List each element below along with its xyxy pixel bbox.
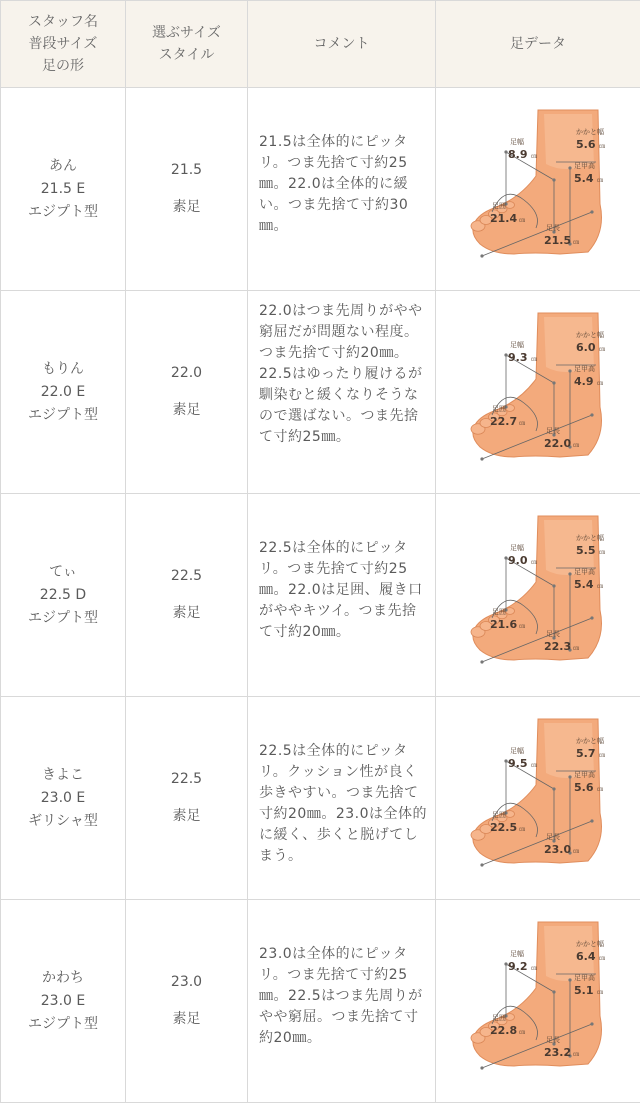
foot-diagram bbox=[464, 916, 612, 1086]
foot-shape: エジプト型 bbox=[28, 609, 98, 626]
comment-cell bbox=[248, 291, 436, 494]
unit-length: ㎝ bbox=[573, 442, 580, 449]
foot-data-cell bbox=[436, 494, 640, 697]
value-length: 23.0 bbox=[544, 843, 572, 856]
label-heel: かかと幅 bbox=[576, 128, 604, 136]
value-length: 21.5 bbox=[544, 234, 572, 247]
label-instep: 足甲高 bbox=[574, 771, 595, 779]
label-instep: 足甲高 bbox=[574, 568, 595, 576]
foot-diagram bbox=[464, 510, 612, 680]
unit-instep: ㎝ bbox=[597, 177, 604, 184]
header-size-line1: 選ぶサイズ bbox=[152, 25, 221, 41]
usual-size: 22.0 E bbox=[40, 383, 86, 400]
chosen-size: 23.0 bbox=[170, 974, 203, 990]
foot-data-cell bbox=[436, 900, 640, 1103]
table-row bbox=[1, 291, 640, 494]
value-width: 9.2 bbox=[508, 960, 528, 973]
label-length: 足長 bbox=[546, 224, 560, 232]
value-girth: 22.5 bbox=[490, 821, 518, 834]
size-cell bbox=[126, 697, 248, 900]
value-instep: 5.4 bbox=[574, 172, 594, 185]
chosen-size: 22.5 bbox=[170, 568, 203, 584]
value-width: 9.3 bbox=[508, 351, 528, 364]
unit-instep: ㎝ bbox=[597, 989, 604, 996]
foot-diagram bbox=[464, 104, 612, 274]
value-width: 9.0 bbox=[508, 554, 528, 567]
comment-cell bbox=[248, 697, 436, 900]
label-heel: かかと幅 bbox=[576, 331, 604, 339]
unit-instep: ㎝ bbox=[597, 380, 604, 387]
staff-cell bbox=[1, 88, 126, 291]
style-label: 素足 bbox=[172, 1011, 201, 1027]
chosen-size: 21.5 bbox=[170, 162, 203, 178]
chosen-size: 22.5 bbox=[170, 771, 203, 787]
header-size-line2: スタイル bbox=[158, 47, 215, 63]
comment-text: 22.5は全体的にピッタリ。つま先捨て寸約25㎜。22.0は足囲、履き口がややキツイ。つま先捨て寸約20㎜。 bbox=[259, 540, 423, 640]
foot-data-cell bbox=[436, 697, 640, 900]
label-length: 足長 bbox=[546, 630, 560, 638]
size-cell bbox=[126, 900, 248, 1103]
label-heel: かかと幅 bbox=[576, 737, 604, 745]
foot-diagram bbox=[464, 307, 612, 477]
unit-width: ㎝ bbox=[531, 762, 538, 769]
value-girth: 22.7 bbox=[490, 415, 518, 428]
unit-girth: ㎝ bbox=[519, 420, 526, 427]
value-girth: 21.4 bbox=[490, 212, 518, 225]
style-label: 素足 bbox=[172, 199, 201, 215]
unit-girth: ㎝ bbox=[519, 623, 526, 630]
comment-cell bbox=[248, 88, 436, 291]
comment-cell bbox=[248, 494, 436, 697]
staff-name: もりん bbox=[42, 360, 84, 377]
comment-text: 22.5は全体的にピッタリ。クッション性が良く歩きやすい。つま先捨て寸約20㎜。23.0は全体的に緩く、歩くと脱げてしまう。 bbox=[259, 743, 427, 864]
chosen-size: 22.0 bbox=[170, 365, 203, 381]
unit-heel: ㎝ bbox=[599, 955, 606, 962]
value-heel: 5.7 bbox=[576, 747, 596, 760]
header-staff-line3: 足の形 bbox=[42, 58, 84, 74]
comment-text: 22.0はつま先周りがやや窮屈だが問題ない程度。つま先捨て寸約20㎜。22.5はゆったり履けるが馴染むと緩くなりそうなので選ばない。つま先捨て寸約25㎜。 bbox=[259, 303, 423, 445]
staff-name: てぃ bbox=[49, 563, 77, 580]
unit-heel: ㎝ bbox=[599, 549, 606, 556]
usual-size: 23.0 E bbox=[40, 789, 86, 806]
unit-instep: ㎝ bbox=[597, 786, 604, 793]
label-length: 足長 bbox=[546, 833, 560, 841]
header-comment: コメント bbox=[248, 1, 436, 88]
unit-length: ㎝ bbox=[573, 239, 580, 246]
unit-width: ㎝ bbox=[531, 153, 538, 160]
style-label: 素足 bbox=[172, 402, 201, 418]
header-size bbox=[126, 1, 248, 88]
label-girth: 足囲 bbox=[492, 405, 506, 413]
value-width: 8.9 bbox=[508, 148, 528, 161]
usual-size: 21.5 E bbox=[40, 180, 86, 197]
staff-cell bbox=[1, 697, 126, 900]
comment-cell bbox=[248, 900, 436, 1103]
foot-shape: エジプト型 bbox=[28, 203, 98, 220]
label-instep: 足甲高 bbox=[574, 162, 595, 170]
value-instep: 4.9 bbox=[574, 375, 594, 388]
size-cell bbox=[126, 494, 248, 697]
label-width: 足幅 bbox=[510, 747, 524, 755]
label-heel: かかと幅 bbox=[576, 940, 604, 948]
value-girth: 22.8 bbox=[490, 1024, 518, 1037]
value-instep: 5.4 bbox=[574, 578, 594, 591]
foot-data-cell bbox=[436, 291, 640, 494]
foot-shape: エジプト型 bbox=[28, 1015, 98, 1032]
unit-heel: ㎝ bbox=[599, 143, 606, 150]
table-row bbox=[1, 697, 640, 900]
size-cell bbox=[126, 88, 248, 291]
value-heel: 5.6 bbox=[576, 138, 596, 151]
size-cell bbox=[126, 291, 248, 494]
value-heel: 6.4 bbox=[576, 950, 596, 963]
foot-shape: ギリシャ型 bbox=[28, 812, 98, 829]
header-staff-line1: スタッフ名 bbox=[28, 14, 98, 30]
label-heel: かかと幅 bbox=[576, 534, 604, 542]
foot-diagram bbox=[464, 713, 612, 883]
unit-heel: ㎝ bbox=[599, 752, 606, 759]
comment-text: 21.5は全体的にピッタリ。つま先捨て寸約25㎜。22.0は全体的に緩い。つま先捨て寸約30㎜。 bbox=[259, 134, 409, 234]
header-footdata: 足データ bbox=[436, 1, 640, 88]
unit-width: ㎝ bbox=[531, 356, 538, 363]
unit-instep: ㎝ bbox=[597, 583, 604, 590]
label-girth: 足囲 bbox=[492, 1014, 506, 1022]
label-width: 足幅 bbox=[510, 138, 524, 146]
value-girth: 21.6 bbox=[490, 618, 518, 631]
style-label: 素足 bbox=[172, 605, 201, 621]
unit-width: ㎝ bbox=[531, 965, 538, 972]
value-heel: 6.0 bbox=[576, 341, 596, 354]
staff-name: きよこ bbox=[42, 766, 84, 783]
label-length: 足長 bbox=[546, 1036, 560, 1044]
usual-size: 22.5 D bbox=[39, 586, 87, 603]
unit-length: ㎝ bbox=[573, 645, 580, 652]
header-staff bbox=[1, 1, 126, 88]
unit-girth: ㎝ bbox=[519, 217, 526, 224]
value-width: 9.5 bbox=[508, 757, 528, 770]
label-instep: 足甲高 bbox=[574, 974, 595, 982]
staff-name: あん bbox=[49, 157, 77, 174]
staff-cell bbox=[1, 900, 126, 1103]
label-instep: 足甲高 bbox=[574, 365, 595, 373]
foot-data-cell bbox=[436, 88, 640, 291]
label-girth: 足囲 bbox=[492, 811, 506, 819]
value-length: 23.2 bbox=[544, 1046, 572, 1059]
table-row bbox=[1, 88, 640, 291]
value-length: 22.0 bbox=[544, 437, 572, 450]
header-staff-line2: 普段サイズ bbox=[28, 36, 98, 52]
unit-length: ㎝ bbox=[573, 1051, 580, 1058]
value-heel: 5.5 bbox=[576, 544, 596, 557]
label-width: 足幅 bbox=[510, 950, 524, 958]
usual-size: 23.0 E bbox=[40, 992, 86, 1009]
unit-girth: ㎝ bbox=[519, 826, 526, 833]
label-girth: 足囲 bbox=[492, 202, 506, 210]
comment-text: 23.0は全体的にピッタリ。つま先捨て寸約25㎜。22.5はつま先周りがやや窮屈。つま先捨て寸約20㎜。 bbox=[259, 946, 423, 1046]
label-length: 足長 bbox=[546, 427, 560, 435]
unit-heel: ㎝ bbox=[599, 346, 606, 353]
unit-length: ㎝ bbox=[573, 848, 580, 855]
staff-cell bbox=[1, 494, 126, 697]
staff-name: かわち bbox=[42, 969, 84, 986]
style-label: 素足 bbox=[172, 808, 201, 824]
value-instep: 5.6 bbox=[574, 781, 594, 794]
value-instep: 5.1 bbox=[574, 984, 594, 997]
value-length: 22.3 bbox=[544, 640, 572, 653]
staff-cell bbox=[1, 291, 126, 494]
table-row bbox=[1, 494, 640, 697]
label-width: 足幅 bbox=[510, 544, 524, 552]
label-girth: 足囲 bbox=[492, 608, 506, 616]
label-width: 足幅 bbox=[510, 341, 524, 349]
foot-shape: エジプト型 bbox=[28, 406, 98, 423]
header-row bbox=[1, 1, 640, 88]
unit-girth: ㎝ bbox=[519, 1029, 526, 1036]
unit-width: ㎝ bbox=[531, 559, 538, 566]
table-row bbox=[1, 900, 640, 1103]
